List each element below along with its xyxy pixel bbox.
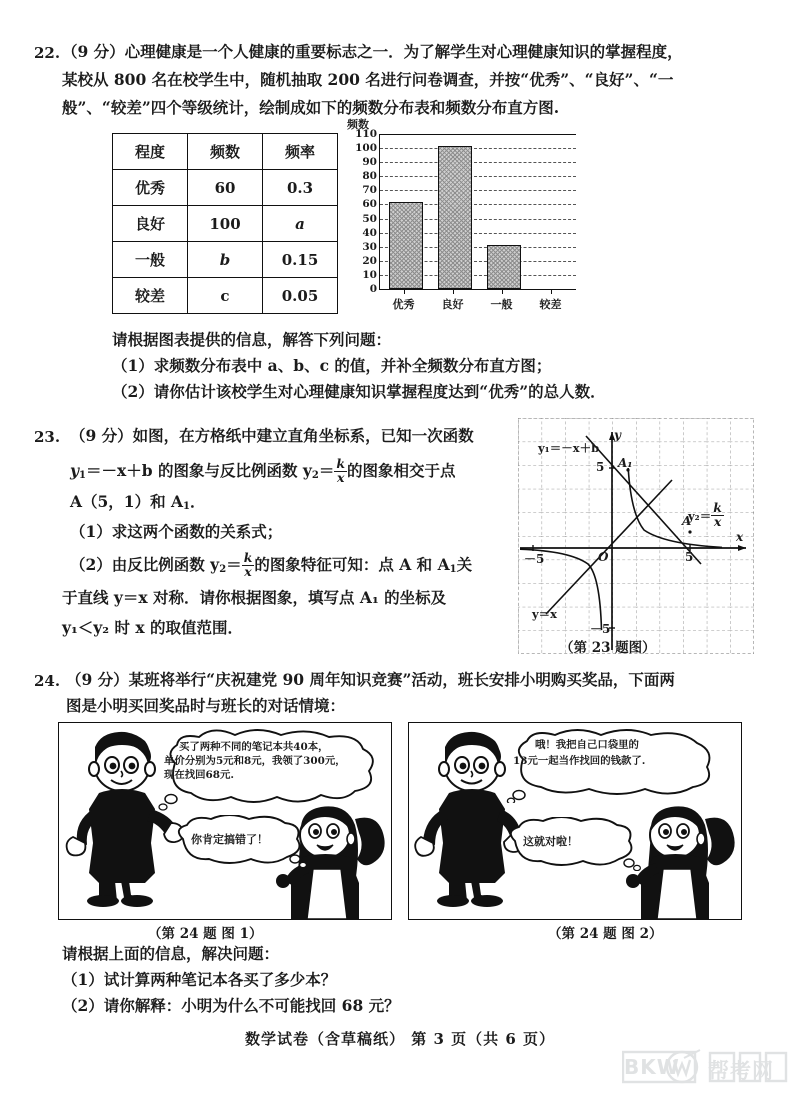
question-23-sub2-line: （2）由反比例函数 $y_2=$ $\frac{k}{x}$ 的图象特征可知：点 A 和 $A_1$关 [70, 550, 473, 579]
histogram-y-tick-label: 30 [362, 240, 377, 253]
bubble-3-line-1: 哦！我把自己口袋里的 [535, 739, 639, 751]
table-cell-frequency: 60 [188, 170, 263, 206]
question-23-point-line: A（5，1）和 $A_1$． [70, 492, 206, 512]
question-22-tail-line-1: 请根据图表提供的信息，解答下列问题： [112, 330, 392, 349]
fraction-denominator: x [336, 469, 345, 485]
frequency-distribution-table [112, 133, 338, 314]
x-axis-tick-5: 5 [685, 550, 694, 564]
question-24-stem-line-2: 图是小明买回奖品时与班长的对话情境： [66, 696, 346, 715]
point-line-text: A（5，1）和 A [70, 492, 184, 511]
question-23-line-3: 于直线 y＝x 对称．请你根据图象，填写点 A₁ 的坐标及 [62, 588, 447, 607]
table-cell-rate: 0.05 [263, 278, 338, 314]
y1-symbol: y [70, 460, 80, 480]
panel-1-caption: （第 24 题 图 1） [148, 926, 263, 942]
table-cell-rate: a [263, 206, 338, 242]
bubble-2-line-1: 你肯定搞错了！ [191, 833, 268, 846]
histogram-y-tick-label: 70 [362, 184, 377, 197]
fraction-numerator: k [713, 500, 722, 515]
question-22-number: 22. [34, 44, 61, 62]
histogram-x-tick-label: 良好 [441, 298, 464, 311]
histogram-bar [438, 146, 472, 289]
table-cell-level: 良好 [113, 206, 188, 242]
histogram-x-tick [551, 289, 552, 294]
y-axis-label: y [614, 428, 621, 442]
page-footer: 数学试卷（含草稿纸） 第 3 页（共 6 页） [245, 1030, 555, 1048]
fraction-numerator: k [243, 550, 253, 565]
histogram-y-tick-label: 110 [355, 128, 377, 140]
histogram-bar [487, 245, 521, 289]
fraction-denominator: x [244, 563, 252, 579]
hyperbola-label-text: y₂＝ [688, 508, 712, 523]
table-cell-frequency: b [188, 242, 263, 278]
equation-part-a: ＝－x＋b 的图象与反比例函数 y [85, 460, 312, 480]
table-cell-level: 优秀 [113, 170, 188, 206]
histogram-bar [389, 202, 423, 289]
question-22-stem-line-3: 般”、“较差”四个等级统计，绘制成如下的频数分布表和频数分布直方图. [62, 98, 560, 117]
sub2-part-a: （2）由反比例函数 y [70, 554, 220, 574]
watermark-mark-text: BKW [624, 1055, 680, 1079]
histogram-x-tick [502, 289, 503, 294]
table-row [113, 242, 338, 278]
histogram-x-tick-label: 优秀 [392, 298, 415, 311]
bubble-3-line-2: 13元一起当作找回的钱款了. [513, 755, 646, 767]
fraction-denominator: x [713, 513, 722, 529]
histogram-y-tick-label: 40 [362, 226, 377, 239]
comic-panel-2 [408, 722, 742, 920]
table-row [113, 206, 338, 242]
histogram-gridline [380, 162, 576, 163]
question-23-number: 23. [34, 428, 61, 446]
histogram-y-tick-label: 100 [355, 142, 377, 155]
x-axis-label: x [736, 530, 744, 544]
histogram-plot-area [355, 128, 576, 295]
histogram-x-tick [404, 289, 405, 294]
histogram-gridline [380, 190, 576, 191]
table-header-row [113, 134, 338, 170]
hyperbola-label [688, 502, 724, 529]
origin-label: O [598, 550, 609, 564]
equation-part-c: 的图象相交于点 [347, 460, 456, 480]
table-cell-frequency: 100 [188, 206, 263, 242]
question-24-tail-line-1: 请根据上面的信息，解决问题： [62, 944, 280, 963]
table-header-cell: 程度 [113, 134, 188, 170]
panel-2-caption: （第 24 题 图 2） [548, 926, 663, 942]
sub2-part-d: 关 [456, 554, 473, 574]
y-axis-tick-negative-5: －5 [590, 622, 611, 636]
figure-23-caption: （第 23 题图） [560, 640, 656, 656]
fraction-k-over-x [711, 502, 724, 529]
histogram-y-tick-label: 80 [362, 170, 377, 183]
question-23-line-2: （1）求这两个函数的关系式； [70, 522, 283, 541]
question-24-number: 24. [34, 672, 61, 690]
histogram-gridline [380, 176, 576, 177]
table-header-cell: 频率 [263, 134, 338, 170]
coordinate-graph-figure [518, 418, 754, 654]
question-22-stem-line-2: 某校从 800 名在校学生中，随机抽取 200 名进行问卷调查，并按“优秀”、“良好”、“一 [62, 70, 674, 89]
table-cell-level: 较差 [113, 278, 188, 314]
histogram-y-tick-label: 50 [362, 212, 377, 225]
bubble-1-line-3: 现在找回68元. [164, 769, 235, 781]
watermark [622, 1048, 788, 1086]
histogram-x-tick-label: 一般 [490, 298, 513, 311]
fraction-numerator: k [336, 456, 346, 471]
histogram-y-tick-label: 90 [362, 156, 377, 169]
table-cell-rate: 0.3 [263, 170, 338, 206]
histogram-y-axis-label: 频数 [347, 118, 369, 131]
histogram-y-tick-label: 10 [362, 268, 377, 281]
table-header-cell: 频数 [188, 134, 263, 170]
table-row [113, 170, 338, 206]
table-cell-frequency: c [188, 278, 263, 314]
histogram-y-tick-label: 20 [362, 254, 377, 267]
point-a-label: A [682, 514, 692, 528]
table-row [113, 278, 338, 314]
fraction-k-over-x [334, 458, 347, 485]
y-axis-tick-5: 5 [596, 460, 605, 474]
question-24-tail-line-2: （1）试计算两种笔记本各买了多少本？ [62, 970, 337, 989]
question-23-line-4: y₁＜y₂ 时 x 的取值范围． [62, 618, 244, 637]
equation-part-b: ＝ [318, 460, 335, 480]
bubble-1-line-2: 单价分别为5元和8元，我领了300元， [164, 755, 346, 767]
sub2-part-b: ＝ [226, 554, 242, 574]
frequency-histogram [345, 118, 585, 313]
question-22-stem-line-1: （9 分）心理健康是一个人健康的重要标志之一．为了解学生对心理健康知识的掌握程度， [62, 42, 683, 61]
sub2-part-c: 的图象特征可知：点 A 和 A [254, 554, 450, 574]
histogram-y-tick-label: 60 [362, 198, 377, 211]
x-axis-tick-negative-5: －5 [524, 552, 545, 566]
comic-panel-1 [58, 722, 392, 920]
point-a1-label: A₁ [618, 456, 633, 470]
question-22-tail-line-2: （1）求频数分布表中 a、b、c 的值，并补全频数分布直方图； [112, 356, 552, 375]
table-cell-level: 一般 [113, 242, 188, 278]
line-y-equals-x-label: y＝x [532, 607, 558, 621]
histogram-y-tick-label: 0 [369, 283, 377, 295]
question-22-tail-line-3: （2）请你估计该校学生对心理健康知识掌握程度达到“优秀”的总人数． [112, 382, 606, 401]
histogram-top-border [380, 134, 576, 135]
question-23-equation-line: $y_1=-x+b$ 的图象与反比例函数 $y_2=$ $\frac{k}{x}$ 的图象相交于点 [70, 456, 456, 485]
histogram-x-tick-label: 较差 [539, 298, 562, 311]
line-y1-label: y₁＝－x＋b [538, 441, 600, 455]
histogram-x-tick [453, 289, 454, 294]
bubble-4-line-1: 这就对啦！ [523, 835, 578, 848]
question-24-tail-line-3: （2）请你解释：小明为什么不可能找回 68 元？ [62, 996, 400, 1015]
histogram-gridline [380, 148, 576, 149]
table-cell-rate: 0.15 [263, 242, 338, 278]
bubble-1-line-1: 买了两种不同的笔记本共40本， [179, 741, 329, 753]
fraction-k-over-x [242, 552, 255, 579]
question-24-stem-line-1: （9 分）某班将举行“庆祝建党 90 周年知识竞赛”活动，班长安排小明购买奖品，下面两 [66, 670, 675, 689]
watermark-cn-text: 帮考网 [708, 1059, 774, 1083]
question-23-line-1: （9 分）如图，在方格纸中建立直角坐标系，已知一次函数 [70, 426, 474, 445]
